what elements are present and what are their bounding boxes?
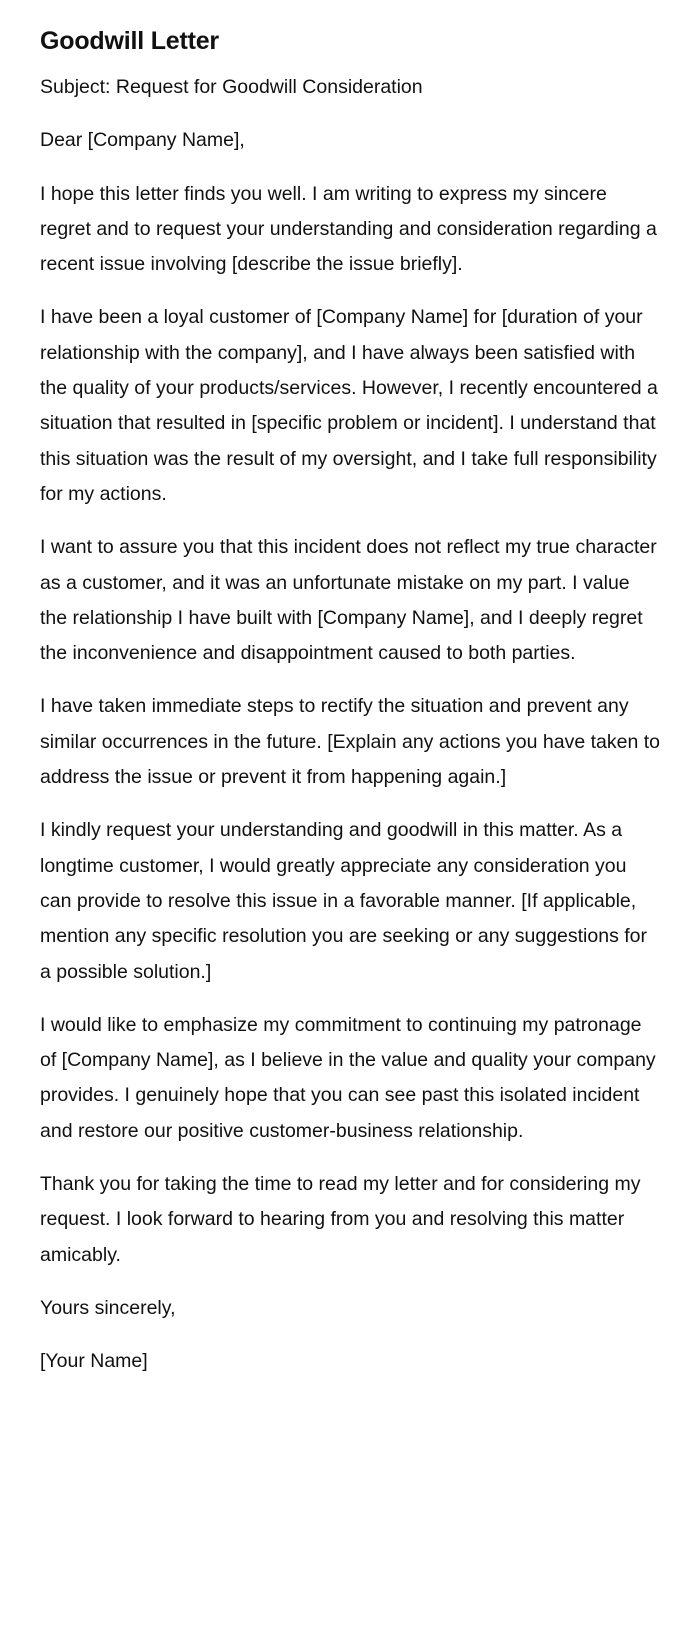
letter-paragraph-6: I would like to emphasize my commitment to continuing my patronage of [Company Name], as I believe in the value and quality your company provides. I genuinely hope that you can see past this isolated incident and restore our positive customer-business relationship.	[40, 1013, 656, 1142]
letter-paragraph-1: I hope this letter finds you well. I am writing to express my sincere regret and to request your understanding and consideration regarding a recent issue involving [describe the issue briefly].	[40, 182, 657, 276]
letter-paragraph-3: I want to assure you that this incident does not reflect my true character as a customer, and it was an unfortunate mistake on my part. I value the relationship I have built with [Company Name], and I deeply regret the inconvenience and disappointment caused to both parties.	[40, 536, 657, 665]
letter-paragraph-7: Thank you for taking the time to read my letter and for considering my request. I look forward to hearing from you and resolving this matter amicably.	[40, 1173, 641, 1266]
letter-paragraph-2: I have been a loyal customer of [Company Name] for [duration of your relationship with the company], and I have always been satisfied with the quality of your products/services. However, I recently encountered a situation that resulted in [specific problem or incident]. I understand that this situation was the result of my oversight, and I take full responsibility for my actions.	[40, 306, 658, 505]
letter-salutation: Dear [Company Name],	[40, 129, 245, 152]
letter-closing: Yours sincerely,	[40, 1296, 176, 1319]
letter-signature: [Your Name]	[40, 1350, 148, 1373]
letter-subject: Subject: Request for Goodwill Consideration	[40, 76, 423, 98]
letter-paragraph-5: I kindly request your understanding and goodwill in this matter. As a longtime customer, I would greatly appreciate any consideration you can provide to resolve this issue in a favorable manner. [If applicable, mention any specific resolution you are seeking or any suggestions for a possible solution.]	[40, 819, 648, 983]
letter-title: Goodwill Letter	[40, 27, 219, 55]
letter-paragraph-4: I have taken immediate steps to rectify the situation and prevent any similar occurrences in the future. [Explain any actions you have taken to address the issue or prevent it from happening again.]	[40, 695, 660, 789]
